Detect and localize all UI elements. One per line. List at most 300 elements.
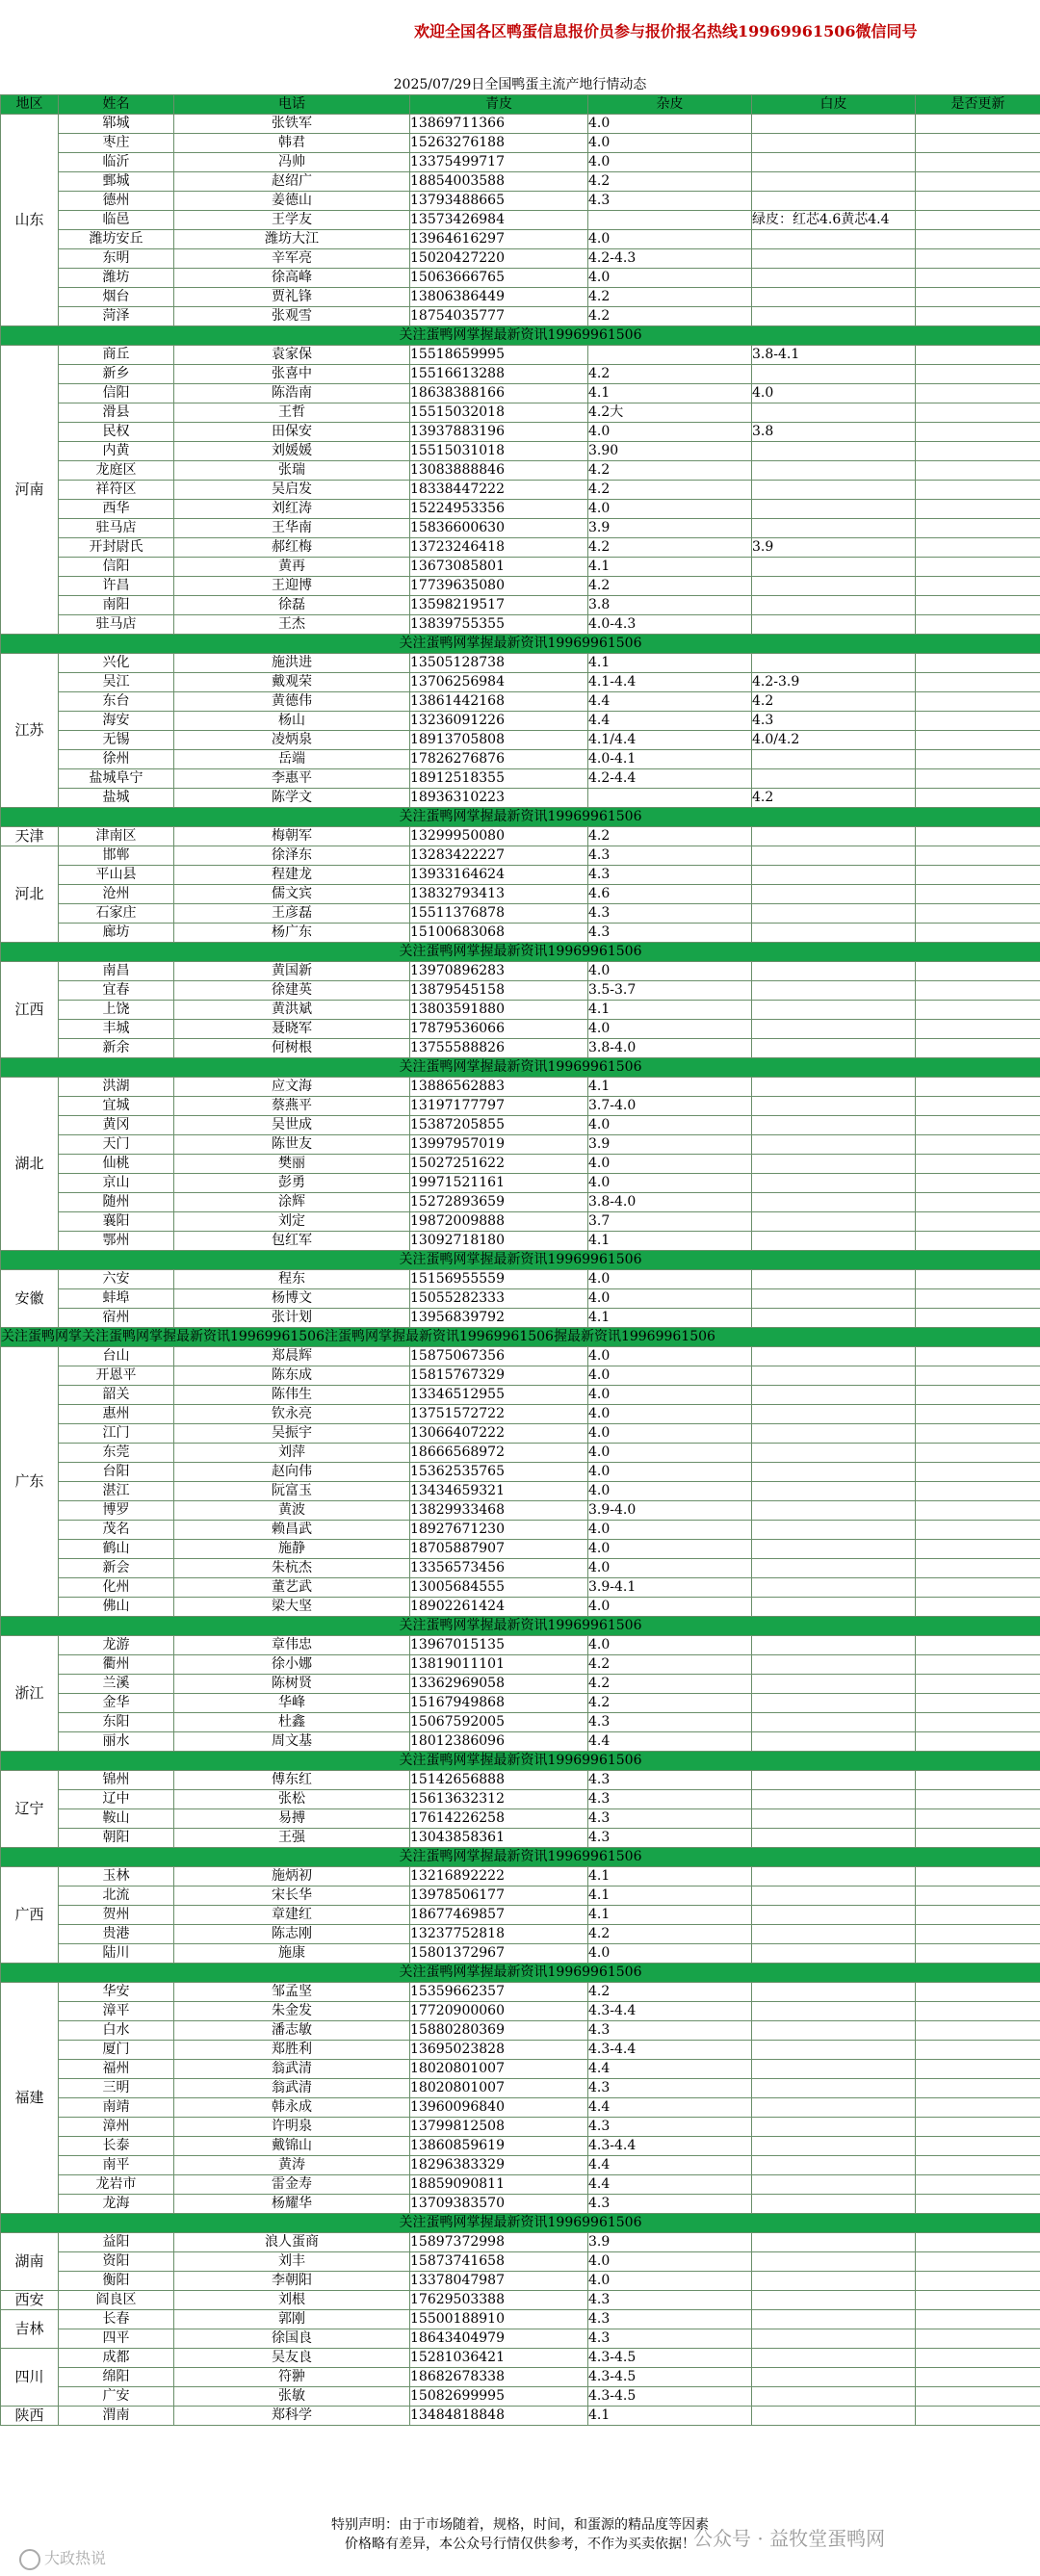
table-row: [1, 1501, 1040, 1521]
name-cell: 邹孟坚: [174, 1983, 410, 2002]
phone-cell: 15515032018: [410, 403, 588, 423]
name-cell: 冯帅: [174, 153, 410, 172]
white-price-cell: [916, 2060, 1040, 2079]
table-row: [1, 2387, 1040, 2407]
green-price-cell: [588, 789, 752, 808]
phone-cell: 13066407222: [410, 1424, 588, 1444]
white-price-cell: [916, 731, 1040, 750]
phone-cell: 15063666765: [410, 269, 588, 288]
mixed-price-cell: [752, 249, 916, 269]
white-price-cell: [916, 461, 1040, 481]
city-cell: 开封尉氏: [59, 538, 174, 558]
green-price-cell: 3.7: [588, 1212, 752, 1232]
phone-cell: 13806386449: [410, 288, 588, 307]
green-price-cell: 4.3: [588, 192, 752, 211]
name-cell: 吴启发: [174, 481, 410, 500]
name-cell: 张铁军: [174, 115, 410, 134]
white-price-cell: [916, 1078, 1040, 1097]
city-cell: 四平: [59, 2329, 174, 2349]
city-cell: 徐州: [59, 750, 174, 769]
phone-cell: 13378047987: [410, 2272, 588, 2291]
city-cell: 白水: [59, 2021, 174, 2041]
white-price-cell: [916, 249, 1040, 269]
region-cell: 天津: [1, 827, 59, 846]
phone-cell: 13709383570: [410, 2195, 588, 2214]
phone-cell: 13861442168: [410, 692, 588, 712]
white-price-cell: [916, 866, 1040, 885]
table-row: [1, 1482, 1040, 1501]
city-cell: 宜城: [59, 1097, 174, 1116]
mixed-price-cell: [752, 115, 916, 134]
ad-row: [1, 808, 1040, 827]
city-cell: 枣庄: [59, 134, 174, 153]
phone-cell: 18666568972: [410, 1444, 588, 1463]
city-cell: 资阳: [59, 2252, 174, 2272]
phone-cell: 15815767329: [410, 1366, 588, 1386]
mixed-price-cell: [752, 827, 916, 846]
name-cell: 赵向伟: [174, 1463, 410, 1482]
banner-text: 欢迎全国各区鸭蛋信息报价员参与报价报名热线19969961506微信同号: [414, 22, 918, 40]
table-row: [1, 519, 1040, 538]
table-row: [1, 924, 1040, 943]
white-price-cell: [916, 981, 1040, 1001]
city-cell: 辽中: [59, 1790, 174, 1809]
white-price-cell: [916, 1636, 1040, 1655]
mixed-price-cell: [752, 2291, 916, 2310]
table-row: [1, 2272, 1040, 2291]
page-title: 2025/07/29日全国鸭蛋主流产地行情动态: [393, 77, 647, 92]
table-row: [1, 1001, 1040, 1020]
name-cell: 朱杭杰: [174, 1559, 410, 1578]
mixed-price-cell: [752, 2137, 916, 2156]
green-price-cell: 3.9: [588, 2233, 752, 2252]
phone-cell: 15500188910: [410, 2310, 588, 2329]
city-cell: 京山: [59, 1174, 174, 1193]
mixed-price-cell: [752, 1790, 916, 1809]
green-price-cell: 4.3: [588, 1829, 752, 1848]
city-cell: 绵阳: [59, 2368, 174, 2387]
phone-cell: 13005684555: [410, 1578, 588, 1598]
phone-cell: 13879545158: [410, 981, 588, 1001]
green-price-cell: 4.0: [588, 962, 752, 981]
name-cell: 陈东成: [174, 1366, 410, 1386]
green-price-cell: 4.1: [588, 1906, 752, 1925]
mixed-price-cell: [752, 288, 916, 307]
mixed-price-cell: 4.2-3.9: [752, 673, 916, 692]
name-cell: 王迎博: [174, 577, 410, 596]
white-price-cell: [916, 1655, 1040, 1675]
name-cell: 戴锦山: [174, 2137, 410, 2156]
white-price-cell: [916, 2291, 1040, 2310]
table-row: [1, 2349, 1040, 2368]
phone-cell: 13933164624: [410, 866, 588, 885]
table-row: [1, 249, 1040, 269]
mixed-price-cell: [752, 461, 916, 481]
city-cell: 随州: [59, 1193, 174, 1212]
white-price-cell: [916, 1867, 1040, 1886]
phone-cell: 18927671230: [410, 1521, 588, 1540]
green-price-cell: 4.2: [588, 461, 752, 481]
green-price-cell: 4.0: [588, 1020, 752, 1039]
mixed-price-cell: [752, 365, 916, 384]
city-cell: 漳州: [59, 2118, 174, 2137]
city-cell: 无锡: [59, 731, 174, 750]
green-price-cell: 4.2-4.4: [588, 769, 752, 789]
mixed-price-cell: [752, 2368, 916, 2387]
phone-cell: 13723246418: [410, 538, 588, 558]
name-cell: 宋长华: [174, 1886, 410, 1906]
city-cell: 天门: [59, 1135, 174, 1155]
region-cell: 河南: [1, 346, 59, 635]
table-row: [1, 1347, 1040, 1366]
city-cell: 开恩平: [59, 1366, 174, 1386]
white-price-cell: [916, 827, 1040, 846]
green-price-cell: 4.3: [588, 2291, 752, 2310]
region-cell: 广西: [1, 1867, 59, 1964]
phone-cell: 13751572722: [410, 1405, 588, 1424]
mixed-price-cell: [752, 866, 916, 885]
green-price-cell: 4.3: [588, 1771, 752, 1790]
city-cell: 六安: [59, 1270, 174, 1289]
white-price-cell: [916, 1771, 1040, 1790]
phone-cell: 15511376878: [410, 904, 588, 924]
mixed-price-cell: [752, 442, 916, 461]
phone-cell: 13960096840: [410, 2098, 588, 2118]
name-cell: 施洪进: [174, 654, 410, 673]
green-price-cell: 4.2: [588, 307, 752, 326]
green-price-cell: 4.0: [588, 1444, 752, 1463]
city-cell: 玉林: [59, 1867, 174, 1886]
table-row: [1, 2252, 1040, 2272]
table-row: [1, 2310, 1040, 2329]
white-price-cell: [916, 1559, 1040, 1578]
table-row: [1, 1540, 1040, 1559]
name-cell: 杜鑫: [174, 1713, 410, 1732]
mixed-price-cell: [752, 269, 916, 288]
name-cell: 傅东红: [174, 1771, 410, 1790]
white-price-cell: [916, 192, 1040, 211]
phone-cell: 13964616297: [410, 230, 588, 249]
mixed-price-cell: [752, 2118, 916, 2137]
green-price-cell: 4.2: [588, 172, 752, 192]
city-cell: 贵港: [59, 1925, 174, 1944]
green-price-cell: 4.2: [588, 1694, 752, 1713]
white-price-cell: [916, 789, 1040, 808]
city-cell: 南靖: [59, 2098, 174, 2118]
name-cell: 雷金寿: [174, 2175, 410, 2195]
white-price-cell: [916, 924, 1040, 943]
white-price-cell: [916, 2098, 1040, 2118]
green-price-cell: 4.1: [588, 1886, 752, 1906]
phone-cell: 18638388166: [410, 384, 588, 403]
mixed-price-cell: [752, 1078, 916, 1097]
phone-cell: 15156955559: [410, 1270, 588, 1289]
green-price-cell: 4.3: [588, 846, 752, 866]
table-row: [1, 461, 1040, 481]
phone-cell: 15142656888: [410, 1771, 588, 1790]
ad-text: 关注蛋鸭网掌握最新资讯19969961506: [1, 1251, 1040, 1270]
green-price-cell: 4.0-4.1: [588, 750, 752, 769]
name-cell: 蔡燕平: [174, 1097, 410, 1116]
green-price-cell: 4.3: [588, 1790, 752, 1809]
city-cell: 潍坊安丘: [59, 230, 174, 249]
table-row: [1, 596, 1040, 615]
name-cell: 徐建英: [174, 981, 410, 1001]
name-cell: 杨山: [174, 712, 410, 731]
green-price-cell: 4.3-4.5: [588, 2368, 752, 2387]
mixed-price-cell: [752, 2387, 916, 2407]
name-cell: 程东: [174, 1270, 410, 1289]
mixed-price-cell: [752, 1347, 916, 1366]
phone-cell: 15359662357: [410, 1983, 588, 2002]
table-row: [1, 577, 1040, 596]
table-row: [1, 750, 1040, 769]
city-cell: 衡阳: [59, 2272, 174, 2291]
name-cell: 梅朝军: [174, 827, 410, 846]
city-cell: 华安: [59, 1983, 174, 2002]
mixed-price-cell: [752, 2329, 916, 2349]
city-cell: 潍坊: [59, 269, 174, 288]
ad-text: 关注蛋鸭网掌握最新资讯19969961506: [1, 326, 1040, 346]
mixed-price-cell: [752, 1886, 916, 1906]
city-cell: 渭南: [59, 2407, 174, 2426]
mixed-price-cell: [752, 172, 916, 192]
table-row: [1, 172, 1040, 192]
city-cell: 海安: [59, 712, 174, 731]
table-row: [1, 1463, 1040, 1482]
white-price-cell: [916, 750, 1040, 769]
mixed-price-cell: 3.8: [752, 423, 916, 442]
phone-cell: 18020801007: [410, 2079, 588, 2098]
name-cell: 华峰: [174, 1694, 410, 1713]
green-price-cell: 4.3-4.4: [588, 2137, 752, 2156]
table-row: [1, 1078, 1040, 1097]
mixed-price-cell: 4.2: [752, 789, 916, 808]
city-cell: 台阳: [59, 1463, 174, 1482]
phone-cell: 18754035777: [410, 307, 588, 326]
name-cell: 张喜中: [174, 365, 410, 384]
white-price-cell: [916, 1694, 1040, 1713]
phone-cell: 13695023828: [410, 2041, 588, 2060]
mixed-price-cell: [752, 769, 916, 789]
green-price-cell: 4.1/4.4: [588, 731, 752, 750]
green-price-cell: 3.9: [588, 519, 752, 538]
ad-row: [1, 1617, 1040, 1636]
ad-row: [1, 943, 1040, 962]
table-row: [1, 2195, 1040, 2214]
name-cell: 吴友良: [174, 2349, 410, 2368]
city-cell: 民权: [59, 423, 174, 442]
white-price-cell: [916, 288, 1040, 307]
mixed-price-cell: [752, 558, 916, 577]
phone-cell: 17739635080: [410, 577, 588, 596]
mixed-price-cell: 4.2: [752, 692, 916, 712]
phone-cell: 13956839792: [410, 1309, 588, 1328]
table-row: [1, 2137, 1040, 2156]
city-cell: 福州: [59, 2060, 174, 2079]
name-cell: 郝红梅: [174, 538, 410, 558]
name-cell: 黄德伟: [174, 692, 410, 712]
city-cell: 驻马店: [59, 519, 174, 538]
city-cell: 蚌埠: [59, 1289, 174, 1309]
name-cell: 凌炳泉: [174, 731, 410, 750]
white-price-cell: [916, 2349, 1040, 2368]
green-price-cell: 4.3: [588, 866, 752, 885]
white-price-cell: [916, 1482, 1040, 1501]
name-cell: 王彦磊: [174, 904, 410, 924]
table-row: [1, 1675, 1040, 1694]
name-cell: 黄国新: [174, 962, 410, 981]
green-price-cell: 4.4: [588, 692, 752, 712]
city-cell: 陆川: [59, 1944, 174, 1964]
phone-cell: 15875067356: [410, 1347, 588, 1366]
name-cell: 钦永亮: [174, 1405, 410, 1424]
phone-cell: 15873741658: [410, 2252, 588, 2272]
mixed-price-cell: [752, 153, 916, 172]
white-price-cell: [916, 1790, 1040, 1809]
mixed-price-cell: [752, 1829, 916, 1848]
phone-cell: 18296383329: [410, 2156, 588, 2175]
mixed-price-cell: [752, 1309, 916, 1328]
green-price-cell: 4.0: [588, 115, 752, 134]
green-price-cell: [588, 346, 752, 365]
mixed-price-cell: [752, 2156, 916, 2175]
white-price-cell: [916, 1212, 1040, 1232]
green-price-cell: 4.0: [588, 1598, 752, 1617]
name-cell: 陈树贤: [174, 1675, 410, 1694]
table-row: [1, 1983, 1040, 2002]
white-price-cell: [916, 211, 1040, 230]
phone-cell: 13937883196: [410, 423, 588, 442]
white-price-cell: [916, 596, 1040, 615]
white-price-cell: [916, 2310, 1040, 2329]
white-price-cell: [916, 1521, 1040, 1540]
white-price-cell: [916, 384, 1040, 403]
table-row: [1, 307, 1040, 326]
name-cell: 吴世成: [174, 1116, 410, 1135]
green-price-cell: 4.0: [588, 1347, 752, 1366]
city-cell: 佛山: [59, 1598, 174, 1617]
city-cell: 鞍山: [59, 1809, 174, 1829]
phone-cell: 15100683068: [410, 924, 588, 943]
mixed-price-cell: 4.3: [752, 712, 916, 731]
white-price-cell: [916, 403, 1040, 423]
name-cell: 徐磊: [174, 596, 410, 615]
green-price-cell: 4.1: [588, 654, 752, 673]
table-row: [1, 615, 1040, 635]
green-price-cell: 4.1: [588, 1232, 752, 1251]
name-cell: 阮富玉: [174, 1482, 410, 1501]
table-row: [1, 1444, 1040, 1463]
mixed-price-cell: [752, 1925, 916, 1944]
green-price-cell: 4.0: [588, 269, 752, 288]
region-cell: 安徽: [1, 1270, 59, 1328]
mixed-price-cell: [752, 2407, 916, 2426]
name-cell: 聂晓军: [174, 1020, 410, 1039]
city-cell: 沧州: [59, 885, 174, 904]
white-price-cell: [916, 577, 1040, 596]
white-price-cell: [916, 2079, 1040, 2098]
phone-cell: 15880280369: [410, 2021, 588, 2041]
mixed-price-cell: [752, 654, 916, 673]
green-price-cell: 4.2: [588, 1675, 752, 1694]
phone-cell: 13829933468: [410, 1501, 588, 1521]
table-row: [1, 1309, 1040, 1328]
green-price-cell: 4.6: [588, 885, 752, 904]
white-price-cell: [916, 2407, 1040, 2426]
green-price-cell: 4.3: [588, 2021, 752, 2041]
white-price-cell: [916, 1501, 1040, 1521]
table-row: [1, 1212, 1040, 1232]
white-price-cell: [916, 1444, 1040, 1463]
white-price-cell: [916, 885, 1040, 904]
phone-cell: 15082699995: [410, 2387, 588, 2407]
watermark-left-text: 大政热说: [44, 2549, 107, 2567]
table-row: [1, 2079, 1040, 2098]
green-price-cell: 4.0: [588, 1405, 752, 1424]
mixed-price-cell: [752, 1501, 916, 1521]
phone-cell: 15897372998: [410, 2233, 588, 2252]
name-cell: 刘丰: [174, 2252, 410, 2272]
city-cell: 南平: [59, 2156, 174, 2175]
white-price-cell: [916, 1309, 1040, 1328]
table-row: [1, 192, 1040, 211]
city-cell: 盐城: [59, 789, 174, 808]
city-cell: 台山: [59, 1347, 174, 1366]
table-row: [1, 769, 1040, 789]
mixed-price-cell: [752, 1424, 916, 1444]
mixed-price-cell: [752, 924, 916, 943]
table-row: [1, 866, 1040, 885]
city-cell: 西华: [59, 500, 174, 519]
phone-cell: 18859090811: [410, 2175, 588, 2195]
white-price-cell: [916, 2021, 1040, 2041]
table-row: [1, 2021, 1040, 2041]
city-cell: 长泰: [59, 2137, 174, 2156]
phone-cell: 15362535765: [410, 1463, 588, 1482]
phone-cell: 15020427220: [410, 249, 588, 269]
city-cell: 益阳: [59, 2233, 174, 2252]
mixed-price-cell: [752, 1578, 916, 1598]
white-price-cell: [916, 153, 1040, 172]
phone-cell: 18020801007: [410, 2060, 588, 2079]
phone-cell: 15518659995: [410, 346, 588, 365]
name-cell: 黄洪斌: [174, 1001, 410, 1020]
table-row: [1, 1906, 1040, 1925]
mixed-price-cell: [752, 1039, 916, 1058]
mixed-price-cell: [752, 1598, 916, 1617]
white-price-cell: [916, 1020, 1040, 1039]
mixed-price-cell: [752, 2233, 916, 2252]
table-row: [1, 2291, 1040, 2310]
green-price-cell: 4.3: [588, 2118, 752, 2137]
white-price-cell: [916, 2118, 1040, 2137]
table-row: [1, 962, 1040, 981]
white-price-cell: [916, 1135, 1040, 1155]
white-price-cell: [916, 1925, 1040, 1944]
mixed-price-cell: [752, 2195, 916, 2214]
phone-cell: 13970896283: [410, 962, 588, 981]
green-price-cell: 4.2: [588, 1655, 752, 1675]
green-price-cell: 3.7-4.0: [588, 1097, 752, 1116]
watermark-right: 公众号 · 益牧堂蛋鸭网: [693, 2527, 886, 2550]
city-cell: 上饶: [59, 1001, 174, 1020]
city-cell: 东莞: [59, 1444, 174, 1463]
green-price-cell: 4.0: [588, 1116, 752, 1135]
table-row: [1, 712, 1040, 731]
phone-cell: 15836600630: [410, 519, 588, 538]
phone-cell: 13967015135: [410, 1636, 588, 1655]
